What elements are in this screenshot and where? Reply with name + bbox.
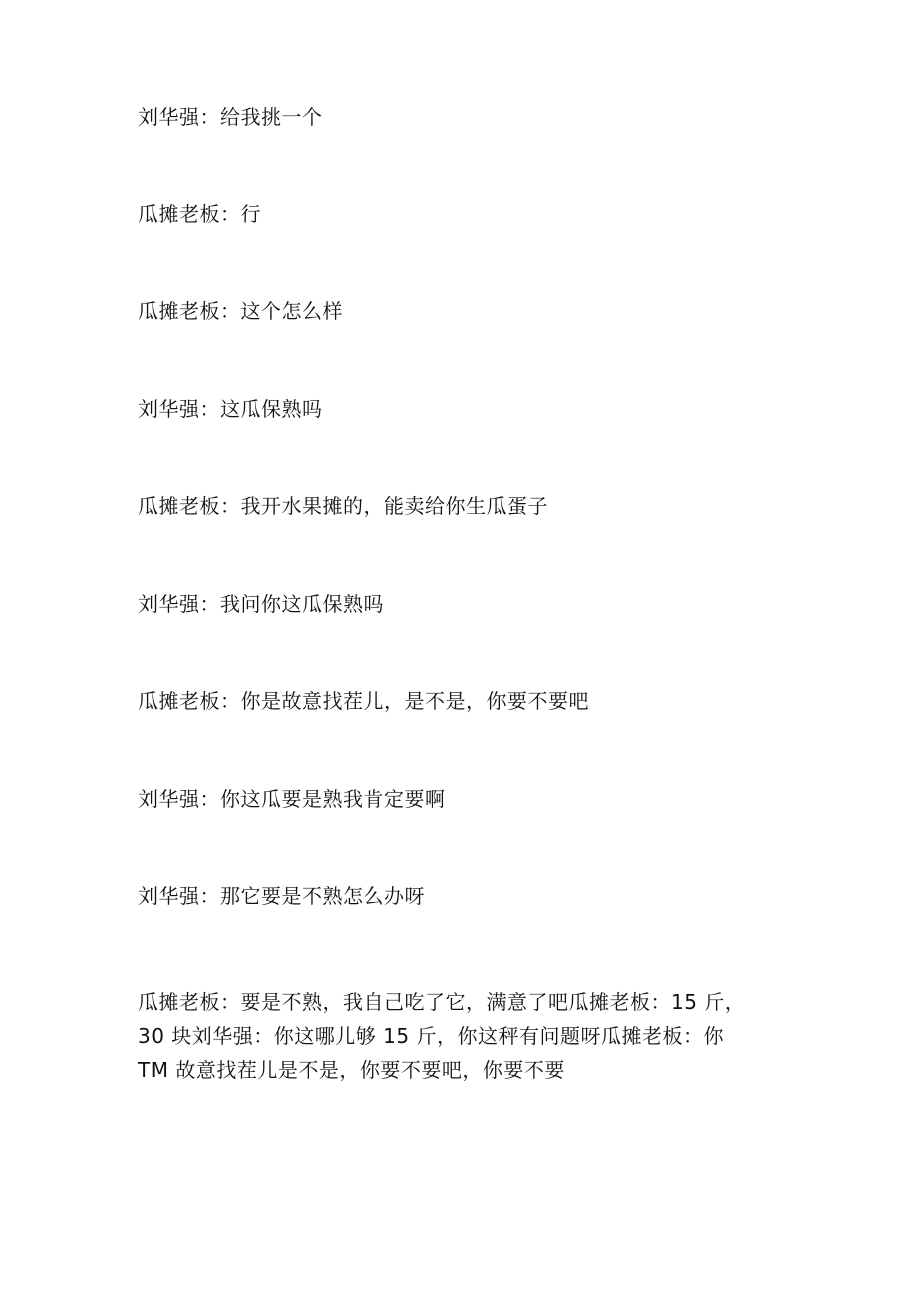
dialogue-line: 刘华强：这瓜保熟吗 — [138, 397, 323, 421]
dialogue-line: 刘华强：给我挑一个 — [138, 105, 323, 129]
dialogue-line: 瓜摊老板：这个怎么样 — [138, 299, 343, 323]
dialogue-line: 瓜摊老板：你是故意找茬儿，是不是，你要不要吧 — [138, 689, 589, 713]
paragraph-line: 瓜摊老板：要是不熟，我自己吃了它，满意了吧瓜摊老板：15 斤， — [138, 990, 746, 1014]
paragraph-line: 30 块刘华强：你这哪儿够 15 斤，你这秤有问题呀瓜摊老板：你 — [138, 1024, 724, 1048]
dialogue-line: 瓜摊老板：我开水果摊的，能卖给你生瓜蛋子 — [138, 494, 548, 518]
final-paragraph — [138, 985, 778, 1087]
dialogue-line: 刘华强：我问你这瓜保熟吗 — [138, 592, 384, 616]
dialogue-line: 瓜摊老板：行 — [138, 202, 261, 226]
dialogue-line: 刘华强：那它要是不熟怎么办呀 — [138, 884, 425, 908]
dialogue-line: 刘华强：你这瓜要是熟我肯定要啊 — [138, 787, 446, 811]
paragraph-line: TM 故意找茬儿是不是，你要不要吧，你要不要 — [138, 1058, 565, 1082]
